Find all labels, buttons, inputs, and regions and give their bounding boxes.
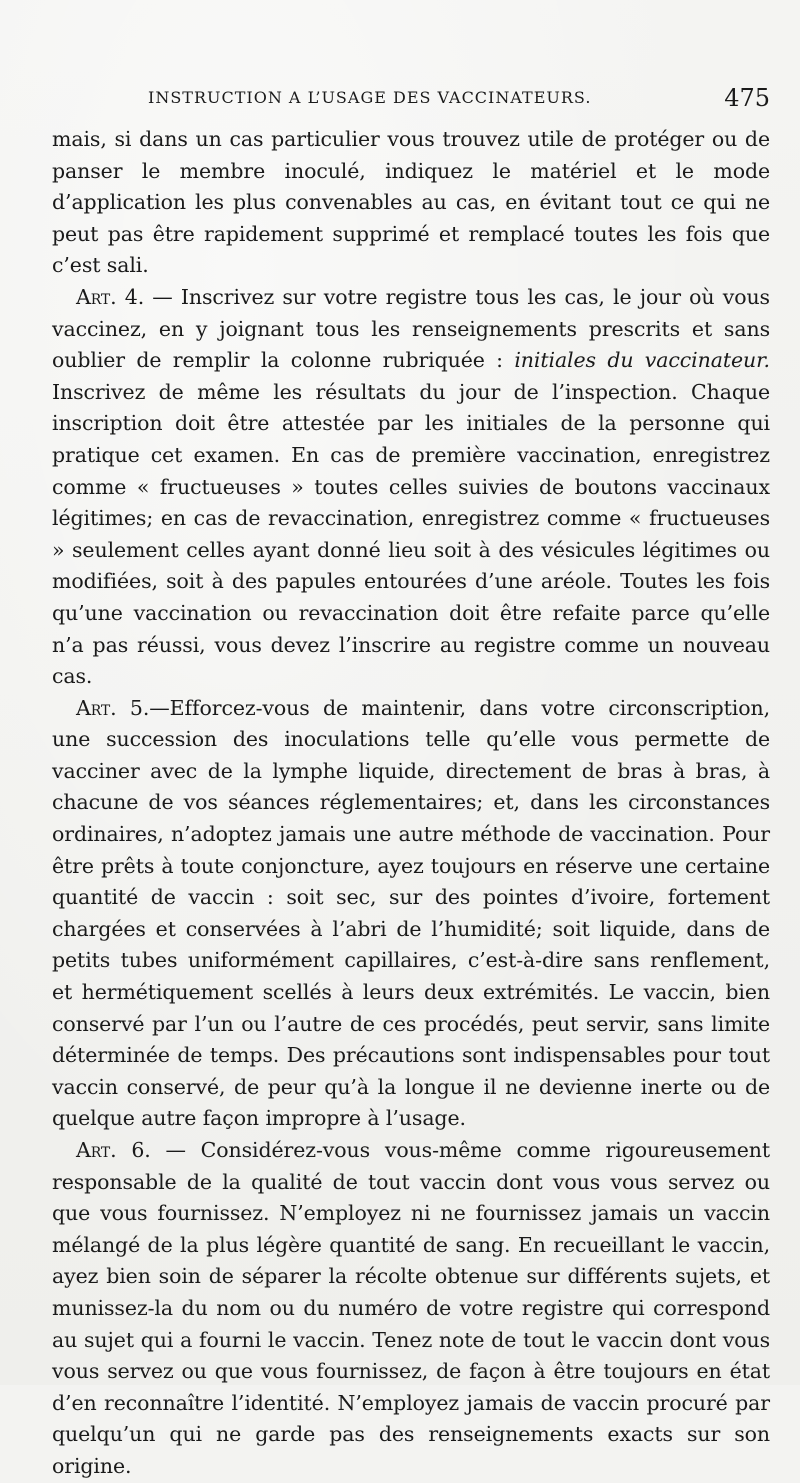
page-number: 475	[724, 84, 770, 112]
paragraph-text-continued: Inscrivez de même les résultats du jour de l’inspection. Chaque inscription doit être attestée par les initiales de la personne qui pratique cet examen. En cas de première vaccination, enregistrez comme « fructueuses » toutes celles suivies de boutons vaccinaux légitimes; en cas de revaccination, enregistrez comme « fructueuses » seulement celles ayant donné lieu soit à des vésicules légitimes ou modifiées, soit à des papules entourées d’une aréole. Toutes les fois qu’une vaccination ou revaccination doit être refaite parce qu’elle n’a pas réussi, vous devez l’inscrire au registre comme un nouveau cas.	[52, 379, 770, 689]
paragraph-text: — Considérez-vous vous-même comme rigoureusement responsable de la qualité de tout vaccin dont vous vous servez ou que vous fournissez. N’employez ni ne fournissez jamais un vaccin mélangé de la plus légère quantité de sang. En recueillant le vaccin, ayez bien soin de séparer la récolte obtenue sur différents sujets, et munissez-la du nom ou du numéro de votre registre qui correspond au sujet qui a fourni le vaccin. Tenez note de tout le vaccin dont vous vous servez ou que vous fournissez, de façon à être toujours en état d’en reconnaître l’identité. N’employez jamais de vaccin procuré par quelqu’un qui ne garde pas des renseignements exacts sur son origine.	[52, 1138, 770, 1478]
page-header	[148, 84, 770, 118]
body-text	[52, 124, 770, 1483]
paragraph-text: — Inscrivez sur votre registre tous les cas, le jour où vous vaccinez, en y joignant tous les renseignements prescrits et sans oublier de remplir la colonne rubriquée :	[52, 284, 770, 373]
paragraph-text: mais, si dans un cas particulier vous trouvez utile de protéger ou de panser le membre inoculé, indiquez le matériel et le mode d’application les plus convenables au cas, en évitant tout ce qui ne peut pas être rapidement supprimé et remplacé toutes les fois que c’est sali.	[52, 127, 770, 278]
paragraph-article-4	[52, 282, 770, 693]
running-title: INSTRUCTION A L’USAGE DES VACCINATEURS.	[148, 88, 592, 107]
article-label: Art. 5.	[76, 695, 150, 720]
paragraph-article-5	[52, 693, 770, 1135]
article-label: Art. 6.	[76, 1138, 151, 1162]
paragraph-continuation	[52, 124, 770, 282]
italic-term: initiales du vaccinateur.	[514, 348, 770, 373]
paragraph-text: —Efforcez-vous de maintenir, dans votre circonscription, une succession des inoculations telle qu’elle vous permette de vacciner avec de la lymphe liquide, directement de bras à bras, à chacune de vos séances réglementaires; et, dans les circonstances ordinaires, n’adoptez jamais une autre méthode de vaccination. Pour être prêts à toute conjoncture, ayez toujours en réserve une certaine quantité de vaccin : soit sec, sur des pointes d’ivoire, fortement chargées et conservées à l’abri de l’humidité; soit liquide, dans de petits tubes uniformément capillaires, c’est-à-dire sans renflement, et hermétiquement scellés à leurs deux extrémités. Le vaccin, bien conservé par l’un ou l’autre de ces procédés, peut servir, sans limite déterminée de temps. Des précautions sont indispensables pour tout vaccin conservé, de peur qu’à la longue il ne devienne inerte ou de quelque autre façon impropre à l’usage.	[52, 695, 770, 1131]
article-label: Art. 4.	[76, 284, 145, 309]
paragraph-article-6	[52, 1135, 770, 1483]
